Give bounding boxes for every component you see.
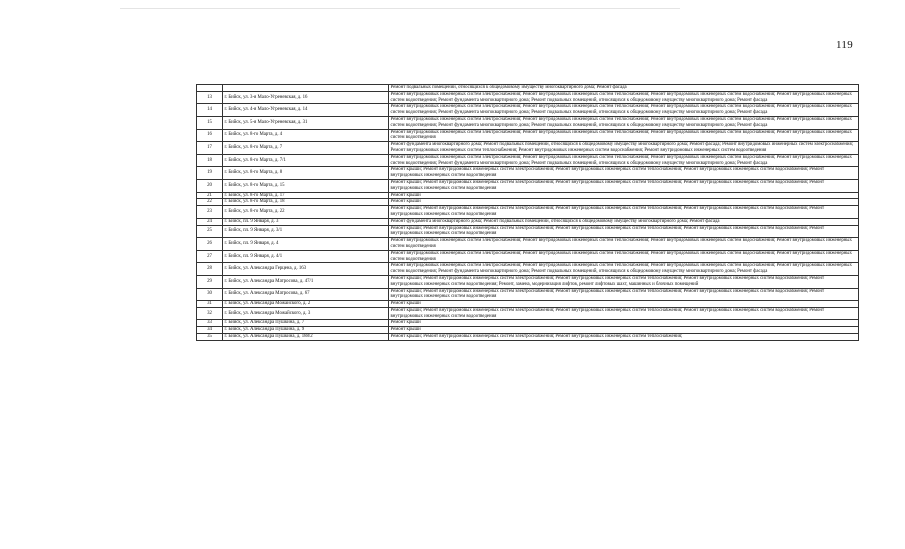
row-works: Ремонт внутридомовых инженерных систем электроснабжения; Ремонт внутридомовых инженерных систем теплоснабжения; Ремонт внутридомовых инженерных систем водоснабжения; Ремонт внутридомовых инженерных систем водоотведения; Ремонт фундамента многоквартирного дома; Ремонт подвальных помещений, относящихся к общедомовому имуществу многоквартирного дома; Ремонт фасада	[389, 104, 859, 117]
row-address: г. Бийск, ул. Александра Пушкина, д. 188/2	[223, 334, 389, 341]
row-number: 16	[197, 129, 223, 142]
row-works: Ремонт фундамента многоквартирного дома; Ремонт подвальных помещений, относящихся к общедомовому имуществу многоквартирного дома; Ремонт фасада; Ремонт внутридомовых инженерных систем электроснабжения; Ремонт внутридомовых инженерных систем теплоснабжения; Ремонт внутридомовых инженерных систем водоснабжения; Ремонт внутридомовых инженерных систем водоотведения	[389, 142, 859, 155]
row-works: Ремонт крыши; Ремонт внутридомовых инженерных систем электроснабжения; Ремонт внутридомовых инженерных систем теплоснабжения;	[389, 334, 859, 341]
row-number: 28	[197, 263, 223, 276]
row-works: Ремонт внутридомовых инженерных систем электроснабжения; Ремонт внутридомовых инженерных систем теплоснабжения; Ремонт внутридомовых инженерных систем водоснабжения; Ремонт внутридомовых инженерных систем водоотведения; Ремонт фундамента многоквартирного дома; Ремонт подвальных помещений, относящихся к общедомовому имуществу многоквартирного дома; Ремонт фасада	[389, 116, 859, 129]
row-number: 30	[197, 288, 223, 301]
row-address: г. Бийск, ул. Александра Матросова, д. 67	[223, 288, 389, 301]
row-address: г. Бийск, пл. 9 Января, д. 4/1	[223, 250, 389, 263]
scan-edge-line	[120, 8, 680, 9]
table-row	[197, 334, 859, 341]
row-address: г. Бийск, ул. Александра Пушкина, д. 9	[223, 327, 389, 334]
table-row	[197, 250, 859, 263]
row-number: 27	[197, 250, 223, 263]
row-works: Ремонт внутридомовых инженерных систем электроснабжения; Ремонт внутридомовых инженерных систем теплоснабжения; Ремонт внутридомовых инженерных систем водоснабжения; Ремонт внутридомовых инженерных систем водоотведения	[389, 250, 859, 263]
row-address	[223, 85, 389, 92]
row-works: Ремонт подвальных помещений, относящихся к общедомовому имуществу многоквартирного дома; Ремонт фасада	[389, 85, 859, 92]
row-address: г. Бийск, ул. Александра Пушкина, д. 7	[223, 320, 389, 327]
table-row	[197, 192, 859, 199]
row-address: г. Бийск, ул. 8-го Марта, д. 4	[223, 129, 389, 142]
table-row	[197, 218, 859, 225]
table-row	[197, 179, 859, 192]
row-address: г. Бийск, ул. Александра Герцена, д. 163	[223, 263, 389, 276]
row-works: Ремонт крыши; Ремонт внутридомовых инженерных систем электроснабжения; Ремонт внутридомовых инженерных систем теплоснабжения; Ремонт внутридомовых инженерных систем водоснабжения; Ремонт внутридомовых инженерных систем водоотведения	[389, 225, 859, 238]
row-number: 32	[197, 307, 223, 320]
row-number: 21	[197, 192, 223, 199]
row-number: 25	[197, 225, 223, 238]
row-number: 15	[197, 116, 223, 129]
row-number: 13	[197, 91, 223, 104]
table-row	[197, 129, 859, 142]
table-row	[197, 104, 859, 117]
row-address: г. Бийск, ул. 8-го Марта, д. 7	[223, 142, 389, 155]
row-number: 22	[197, 199, 223, 206]
row-number: 23	[197, 206, 223, 219]
table-body	[197, 85, 859, 341]
row-works: Ремонт крыши; Ремонт внутридомовых инженерных систем электроснабжения; Ремонт внутридомовых инженерных систем теплоснабжения; Ремонт внутридомовых инженерных систем водоснабжения; Ремонт внутридомовых инженерных систем водоотведения	[389, 307, 859, 320]
row-works: Ремонт крыши; Ремонт внутридомовых инженерных систем электроснабжения; Ремонт внутридомовых инженерных систем теплоснабжения; Ремонт внутридомовых инженерных систем водоснабжения; Ремонт внутридомовых инженерных систем водоотведения	[389, 179, 859, 192]
table-row	[197, 116, 859, 129]
row-works: Ремонт крыши; Ремонт внутридомовых инженерных систем электроснабжения; Ремонт внутридомовых инженерных систем теплоснабжения; Ремонт внутридомовых инженерных систем водоснабжения; Ремонт внутридомовых инженерных систем водоотведения; Ремонт, замена, модернизация лифтов, ремонт лифтовых шахт, машинных и блочных помещений	[389, 275, 859, 288]
row-works: Ремонт крыши	[389, 327, 859, 334]
table-row	[197, 206, 859, 219]
row-number: 18	[197, 154, 223, 167]
row-address: г. Бийск, ул. 8-го Марта, д. 8	[223, 167, 389, 180]
table-row	[197, 301, 859, 308]
row-works: Ремонт внутридомовых инженерных систем электроснабжения; Ремонт внутридомовых инженерных систем теплоснабжения; Ремонт внутридомовых инженерных систем водоснабжения; Ремонт внутридомовых инженерных систем водоотведения	[389, 129, 859, 142]
table-row	[197, 307, 859, 320]
row-number: 17	[197, 142, 223, 155]
row-number: 14	[197, 104, 223, 117]
row-works: Ремонт внутридомовых инженерных систем электроснабжения; Ремонт внутридомовых инженерных систем теплоснабжения; Ремонт внутридомовых инженерных систем водоснабжения; Ремонт внутридомовых инженерных систем водоотведения; Ремонт фундамента многоквартирного дома; Ремонт подвальных помещений, относящихся к общедомовому имуществу многоквартирного дома; Ремонт фасада	[389, 263, 859, 276]
table-row	[197, 275, 859, 288]
row-number	[197, 85, 223, 92]
table-row	[197, 167, 859, 180]
row-works: Ремонт крыши	[389, 199, 859, 206]
table-row	[197, 238, 859, 251]
row-address: г. Бийск, ул. Александра Можайского, д. 3	[223, 307, 389, 320]
table-row	[197, 320, 859, 327]
row-number: 35	[197, 334, 223, 341]
table-row	[197, 225, 859, 238]
row-address: г. Бийск, ул. Александра Матросова, д. 47/1	[223, 275, 389, 288]
row-address: г. Бийск, пл. 9 Января, д. 4	[223, 238, 389, 251]
row-number: 34	[197, 327, 223, 334]
row-address: г. Бийск, ул. 8-го Марта, д. 7/1	[223, 154, 389, 167]
table-row	[197, 263, 859, 276]
row-number: 33	[197, 320, 223, 327]
row-works: Ремонт крыши	[389, 320, 859, 327]
page-number: 119	[836, 39, 853, 51]
row-works: Ремонт фундамента многоквартирного дома; Ремонт подвальных помещений, относящихся к общедомовому имуществу многоквартирного дома; Ремонт фасада	[389, 218, 859, 225]
row-works: Ремонт крыши; Ремонт внутридомовых инженерных систем электроснабжения; Ремонт внутридомовых инженерных систем теплоснабжения; Ремонт внутридомовых инженерных систем водоснабжения; Ремонт внутридомовых инженерных систем водоотведения	[389, 167, 859, 180]
table-row	[197, 154, 859, 167]
row-address: г. Бийск, ул. 3-я Мало-Угреневская, д. 16	[223, 91, 389, 104]
table-row	[197, 327, 859, 334]
row-works: Ремонт внутридомовых инженерных систем электроснабжения; Ремонт внутридомовых инженерных систем теплоснабжения; Ремонт внутридомовых инженерных систем водоснабжения; Ремонт внутридомовых инженерных систем водоотведения	[389, 238, 859, 251]
row-address: г. Бийск, ул. 8-го Марта, д. 18	[223, 199, 389, 206]
row-address: г. Бийск, ул. 5-я Мало-Угреневская, д. 31	[223, 116, 389, 129]
row-address: г. Бийск, ул. 8-го Марта, д. 15	[223, 179, 389, 192]
row-works: Ремонт крыши; Ремонт внутридомовых инженерных систем электроснабжения; Ремонт внутридомовых инженерных систем теплоснабжения; Ремонт внутридомовых инженерных систем водоснабжения; Ремонт внутридомовых инженерных систем водоотведения	[389, 206, 859, 219]
table-row	[197, 288, 859, 301]
row-number: 26	[197, 238, 223, 251]
row-address: г. Бийск, пл. 9 Января, д. 3	[223, 218, 389, 225]
table-row	[197, 91, 859, 104]
repair-register-table	[196, 84, 859, 341]
row-address: г. Бийск, ул. Александра Можайского, д. 2	[223, 301, 389, 308]
row-address: г. Бийск, пл. 9 Января, д. 3/1	[223, 225, 389, 238]
row-number: 19	[197, 167, 223, 180]
row-number: 24	[197, 218, 223, 225]
table-row-continued	[197, 85, 859, 92]
row-works: Ремонт внутридомовых инженерных систем электроснабжения; Ремонт внутридомовых инженерных систем теплоснабжения; Ремонт внутридомовых инженерных систем водоснабжения; Ремонт внутридомовых инженерных систем водоотведения; Ремонт фундамента многоквартирного дома; Ремонт подвальных помещений, относящихся к общедомовому имуществу многоквартирного дома; Ремонт фасада	[389, 91, 859, 104]
row-address: г. Бийск, ул. 8-го Марта, д. 17	[223, 192, 389, 199]
row-address: г. Бийск, ул. 4-я Мало-Угреневская, д. 14	[223, 104, 389, 117]
row-works: Ремонт крыши; Ремонт внутридомовых инженерных систем электроснабжения; Ремонт внутридомовых инженерных систем теплоснабжения; Ремонт внутридомовых инженерных систем водоснабжения; Ремонт внутридомовых инженерных систем водоотведения	[389, 288, 859, 301]
table-row	[197, 142, 859, 155]
row-number: 31	[197, 301, 223, 308]
row-works: Ремонт крыши	[389, 192, 859, 199]
row-address: г. Бийск, ул. 8-го Марта, д. 22	[223, 206, 389, 219]
table-row	[197, 199, 859, 206]
row-number: 20	[197, 179, 223, 192]
row-works: Ремонт крыши	[389, 301, 859, 308]
row-works: Ремонт внутридомовых инженерных систем электроснабжения; Ремонт внутридомовых инженерных систем теплоснабжения; Ремонт внутридомовых инженерных систем водоснабжения; Ремонт внутридомовых инженерных систем водоотведения; Ремонт фундамента многоквартирного дома; Ремонт подвальных помещений, относящихся к общедомовому имуществу многоквартирного дома; Ремонт фасада	[389, 154, 859, 167]
row-number: 29	[197, 275, 223, 288]
